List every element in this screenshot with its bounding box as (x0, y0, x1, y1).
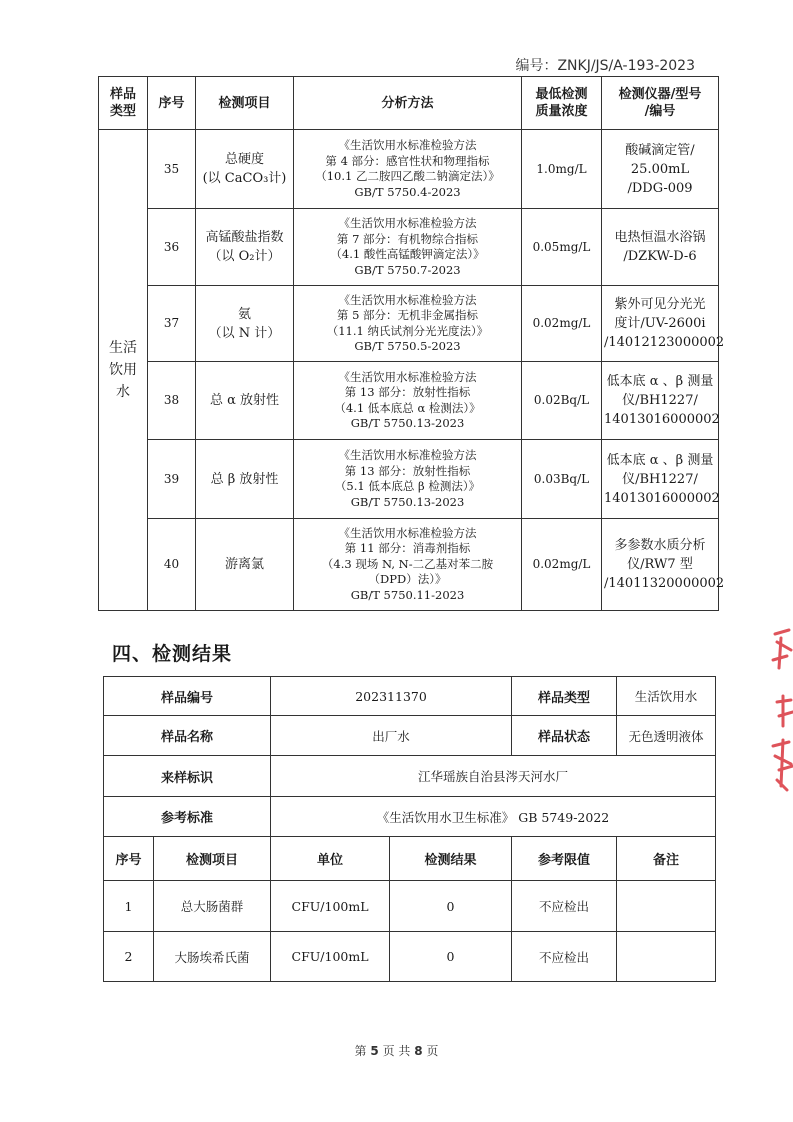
sample-name-value: 出厂水 (271, 716, 512, 756)
method-cell: 《生活饮用水标准检验方法 第 13 部分：放射性指标 （5.1 低本底总 β 检测法）》 GB/T 5750.13-2023 (294, 440, 522, 519)
header-method: 分析方法 (294, 77, 522, 130)
result-value: 0 (390, 932, 512, 982)
seq-cell: 38 (148, 362, 196, 440)
sample-state-label: 样品状态 (512, 716, 617, 756)
result-note (617, 881, 716, 932)
method-cell: 《生活饮用水标准检验方法 第 7 部分：有机物综合指标 （4.1 酸性高锰酸钾滴定法）》 GB/T 5750.7-2023 (294, 209, 522, 286)
method-cell: 《生活饮用水标准检验方法 第 4 部分：感官性状和物理指标 （10.1 乙二胺四乙酸二钠滴定法）》 GB/T 5750.4-2023 (294, 130, 522, 209)
col-header-seq: 序号 (104, 837, 154, 881)
total-pages: 8 (414, 1044, 423, 1058)
result-item: 大肠埃希氏菌 (154, 932, 271, 982)
result-limit: 不应检出 (512, 881, 617, 932)
source-value: 江华瑶族自治县涔天河水厂 (271, 756, 716, 797)
instrument-cell: 酸碱滴定管/ 25.00mL /DDG-009 (602, 130, 719, 209)
item-cell: 游离氯 (196, 519, 294, 611)
seq-cell: 40 (148, 519, 196, 611)
result-note (617, 932, 716, 982)
current-page: 5 (370, 1044, 379, 1058)
table-row (104, 932, 716, 982)
item-cell: 氨 （以 N 计） (196, 286, 294, 362)
instrument-cell: 电热恒温水浴锅 /DZKW-D-6 (602, 209, 719, 286)
item-cell: 高锰酸盐指数 （以 O₂计） (196, 209, 294, 286)
item-cell: 总硬度 (以 CaCO₃计) (196, 130, 294, 209)
table-row (99, 519, 719, 611)
sample-state-value: 无色透明液体 (617, 716, 716, 756)
method-cell: 《生活饮用水标准检验方法 第 11 部分：消毒剂指标 （4.3 现场 N, N-二乙基对苯二胺 （DPD）法）》 GB/T 5750.11-2023 (294, 519, 522, 611)
instrument-cell: 多参数水质分析 仪/RW7 型 /14011320000002 (602, 519, 719, 611)
category-cell: 生活 饮用 水 (99, 130, 148, 611)
sample-type-label: 样品类型 (512, 677, 617, 716)
sample-name-label: 样品名称 (104, 716, 271, 756)
col-header-result: 检测结果 (390, 837, 512, 881)
sample-type-value: 生活饮用水 (617, 677, 716, 716)
header-item: 检测项目 (196, 77, 294, 130)
info-row (104, 716, 716, 756)
sample-number-value: 202311370 (271, 677, 512, 716)
info-row (104, 677, 716, 716)
col-header-note: 备注 (617, 837, 716, 881)
source-label: 来样标识 (104, 756, 271, 797)
seq-cell: 35 (148, 130, 196, 209)
sample-number-label: 样品编号 (104, 677, 271, 716)
seq-cell: 37 (148, 286, 196, 362)
result-unit: CFU/100mL (271, 932, 390, 982)
limit-cell: 0.05mg/L (522, 209, 602, 286)
info-row (104, 797, 716, 837)
header-instrument: 检测仪器/型号 /编号 (602, 77, 719, 130)
info-row (104, 756, 716, 797)
header-limit: 最低检测 质量浓度 (522, 77, 602, 130)
table-row (99, 362, 719, 440)
results-table (103, 676, 716, 982)
seq-cell: 39 (148, 440, 196, 519)
item-cell: 总 α 放射性 (196, 362, 294, 440)
table-row (104, 881, 716, 932)
header-category: 样品 类型 (99, 77, 148, 130)
table-row (99, 130, 719, 209)
col-header-item: 检测项目 (154, 837, 271, 881)
stamp-edge-graphic (767, 620, 793, 800)
method-cell: 《生活饮用水标准检验方法 第 5 部分：无机非金属指标 （11.1 纳氏试剂分光光度法）》 GB/T 5750.5-2023 (294, 286, 522, 362)
result-seq: 1 (104, 881, 154, 932)
instrument-cell: 紫外可见分光光 度计/UV-2600i /14012123000002 (602, 286, 719, 362)
standard-label: 参考标准 (104, 797, 271, 837)
methods-header-row (99, 77, 719, 130)
table-row (99, 286, 719, 362)
table-row (99, 440, 719, 519)
instrument-cell: 低本底 α 、β 测量 仪/BH1227/ 14013016000002 (602, 362, 719, 440)
limit-cell: 0.03Bq/L (522, 440, 602, 519)
result-unit: CFU/100mL (271, 881, 390, 932)
standard-value: 《生活饮用水卫生标准》 GB 5749-2022 (271, 797, 716, 837)
limit-cell: 0.02Bq/L (522, 362, 602, 440)
col-header-limit: 参考限值 (512, 837, 617, 881)
section-title: 四、检测结果 (112, 643, 233, 665)
page-number: 第 5 页 共 8 页 (354, 1044, 439, 1058)
limit-cell: 1.0mg/L (522, 130, 602, 209)
result-seq: 2 (104, 932, 154, 982)
method-cell: 《生活饮用水标准检验方法 第 13 部分：放射性指标 （4.1 低本底总 α 检测法）》 GB/T 5750.13-2023 (294, 362, 522, 440)
instrument-cell: 低本底 α 、β 测量 仪/BH1227/ 14013016000002 (602, 440, 719, 519)
item-cell: 总 β 放射性 (196, 440, 294, 519)
limit-cell: 0.02mg/L (522, 286, 602, 362)
stamp-icon (767, 620, 793, 800)
seq-cell: 36 (148, 209, 196, 286)
header-seq: 序号 (148, 77, 196, 130)
document-number: 编号：ZNKJ/JS/A-193-2023 (515, 58, 695, 74)
methods-table (98, 76, 725, 611)
results-header-row (104, 837, 716, 881)
result-item: 总大肠菌群 (154, 881, 271, 932)
limit-cell: 0.02mg/L (522, 519, 602, 611)
result-limit: 不应检出 (512, 932, 617, 982)
col-header-unit: 单位 (271, 837, 390, 881)
table-row (99, 209, 719, 286)
result-value: 0 (390, 881, 512, 932)
